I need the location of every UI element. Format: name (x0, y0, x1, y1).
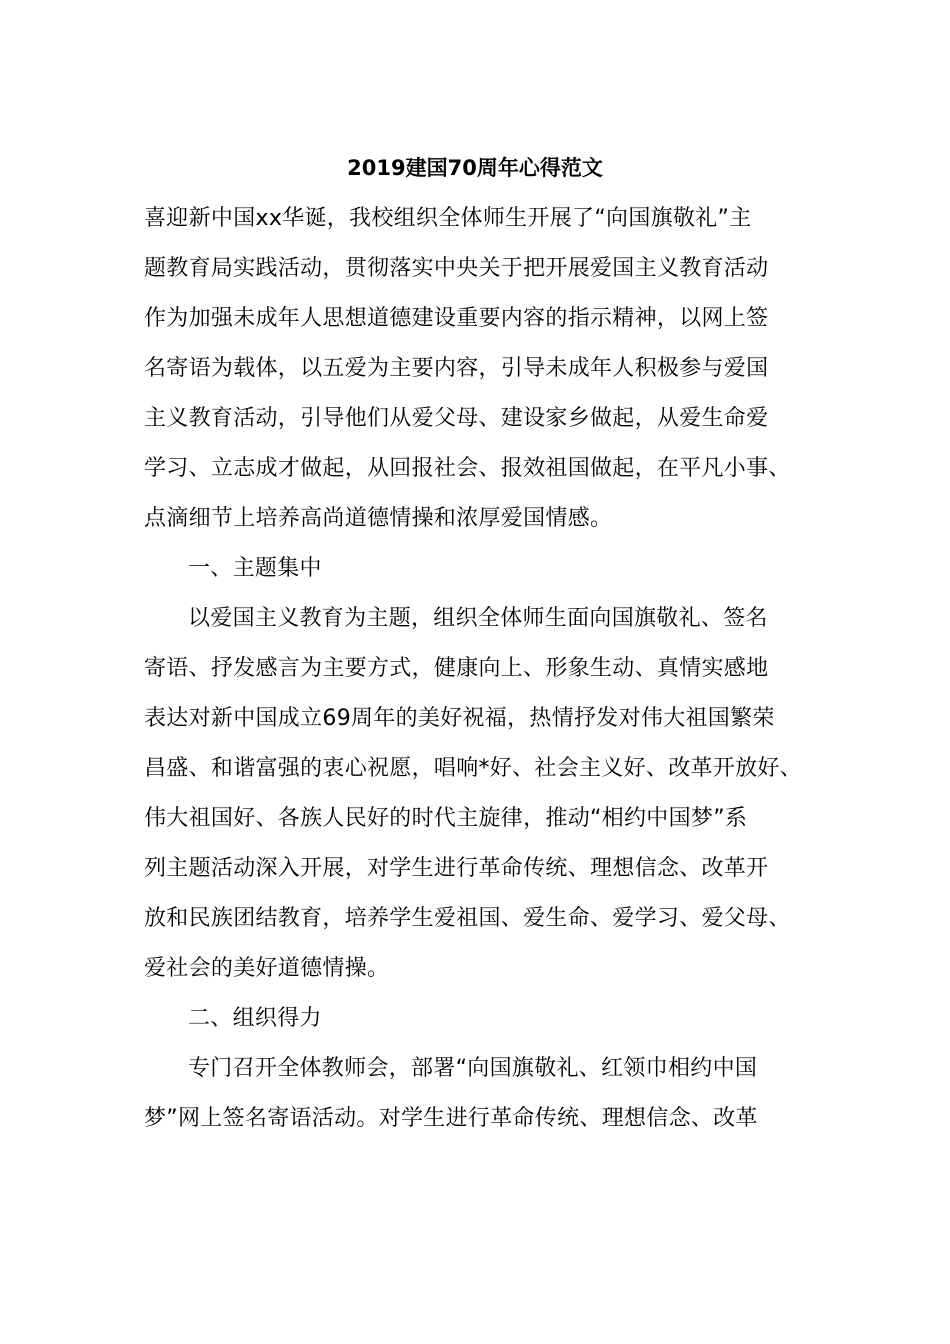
text-line: 题教育局实践活动，贯彻落实中央关于把开展爱国主义教育活动 (144, 256, 769, 281)
text-line: 梦”网上签名寄语活动。对学生进行革命传统、理想信念、改革 (144, 1106, 758, 1131)
section-heading-1 (144, 544, 804, 594)
document-body (144, 194, 804, 1144)
text-line: 喜迎新中国xx华诞，我校组织全体师生开展了“向国旗敬礼”主 (144, 206, 752, 231)
text-line: 放和民族团结教育，培养学生爱祖国、爱生命、爱学习、爱父母、 (144, 906, 791, 931)
text-line: 列主题活动深入开展，对学生进行革命传统、理想信念、改革开 (144, 856, 769, 881)
text-line: 专门召开全体教师会，部署“向国旗敬礼、红领巾相约中国 (188, 1056, 758, 1081)
text-line: 名寄语为载体，以五爱为主要内容，引导未成年人积极参与爱国 (144, 356, 769, 381)
paragraph-organization (144, 1044, 804, 1144)
section-heading: 二、组织得力 (188, 1006, 322, 1031)
paragraph-theme (144, 594, 804, 994)
text-line: 寄语、抒发感言为主要方式，健康向上、形象生动、真情实感地 (144, 656, 769, 681)
text-line: 爱社会的美好道德情操。 (144, 956, 390, 981)
text-line: 昌盛、和谐富强的衷心祝愿，唱响*好、社会主义好、改革开放好、 (144, 756, 803, 781)
text-line: 学习、立志成才做起，从回报社会、报效祖国做起，在平凡小事、 (144, 456, 791, 481)
text-line: 作为加强未成年人思想道德建设重要内容的指示精神，以网上签 (144, 306, 769, 331)
document-title: 2019建国70周年心得范文 (347, 156, 603, 180)
section-heading-2 (144, 994, 804, 1044)
text-line: 以爱国主义教育为主题，组织全体师生面向国旗敬礼、签名 (188, 606, 768, 631)
text-line: 伟大祖国好、各族人民好的时代主旋律，推动“相约中国梦”系 (144, 806, 748, 831)
section-heading: 一、主题集中 (188, 556, 322, 581)
text-line: 主义教育活动，引导他们从爱父母、建设家乡做起，从爱生命爱 (144, 406, 769, 431)
text-line: 表达对新中国成立69周年的美好祝福，热情抒发对伟大祖国繁荣 (144, 706, 775, 731)
paragraph-intro (144, 194, 804, 544)
text-line: 点滴细节上培养高尚道德情操和浓厚爱国情感。 (144, 506, 613, 531)
